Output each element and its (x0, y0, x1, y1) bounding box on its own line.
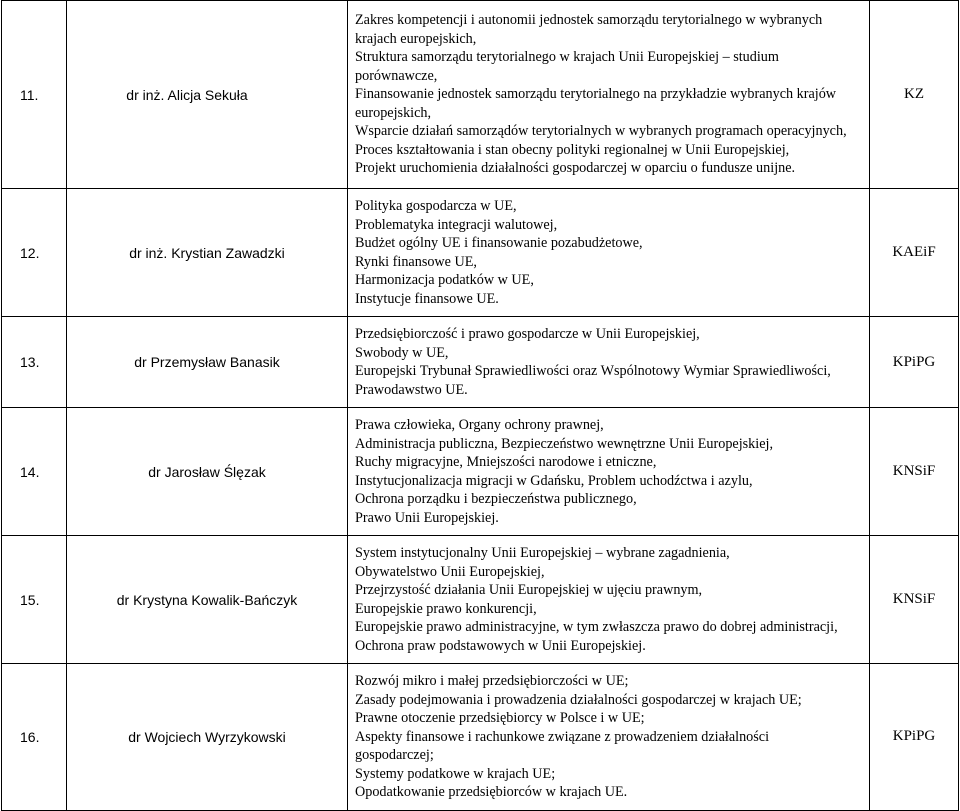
topic-line: Aspekty finansowe i rachunkowe związane z prowadzeniem działalności (355, 728, 770, 745)
department-code: KPiPG (870, 664, 959, 811)
topic-line: gospodarczej; (355, 747, 434, 763)
topic-line: Prawodawstwo UE. (355, 381, 468, 398)
topic-line: Instytucjonalizacja migracji w Gdańsku, Problem uchodźctwa i azylu, (355, 472, 753, 489)
row-number: 16. (2, 664, 67, 811)
topic-line: Obywatelstwo Unii Europejskiej, (355, 563, 545, 580)
supervisor-name: dr Jarosław Ślęzak (67, 408, 348, 536)
topic-line: Problematyka integracji walutowej, (355, 216, 558, 233)
row-number: 15. (2, 536, 67, 664)
topic-line: europejskich, (355, 104, 432, 121)
topic-line: Przedsiębiorczość i prawo gospodarcze w Unii Europejskiej, (355, 326, 700, 342)
supervisor-name: dr inż. Alicja Sekuła (67, 1, 348, 189)
topic-line: Systemy podatkowe w krajach UE; (355, 765, 556, 782)
topic-line: Europejski Trybunał Sprawiedliwości oraz Wspólnotowy Wymiar Sprawiedliwości, (355, 363, 831, 379)
table-row (2, 189, 959, 317)
topic-line: Rozwój mikro i małej przedsiębiorczości w UE; (355, 673, 629, 689)
topic-line: Finansowanie jednostek samorządu terytorialnego na przykładzie wybranych krajów (355, 86, 837, 103)
supervisor-name: dr Krystyna Kowalik-Bańczyk (67, 536, 348, 664)
table-row (2, 317, 959, 408)
topic-line: Wsparcie działań samorządów terytorialnych w wybranych programach operacyjnych, (355, 123, 847, 140)
table-row (2, 664, 959, 811)
topic-line: System instytucjonalny Unii Europejskiej – wybrane zagadnienia, (355, 545, 730, 561)
topic-line: Budżet ogólny UE i finansowanie pozabudżetowe, (355, 235, 643, 251)
department-code: KPiPG (870, 317, 959, 408)
topic-line: Prawo Unii Europejskiej. (355, 509, 499, 526)
department-code: KZ (870, 1, 959, 189)
topic-line: Swobody w UE, (355, 344, 449, 361)
topic-line: Ochrona porządku i bezpieczeństwa publicznego, (355, 491, 637, 507)
supervisor-name: dr Przemysław Banasik (67, 317, 348, 408)
department-code: KNSiF (870, 408, 959, 536)
topics-list (348, 408, 870, 536)
table-row (2, 1, 959, 189)
department-code: KNSiF (870, 536, 959, 664)
topic-line: Prawa człowieka, Organy ochrony prawnej, (355, 417, 604, 433)
topic-line: porównawcze, (355, 67, 438, 84)
topic-line: Proces kształtowania i stan obecny polityki regionalnej w Unii Europejskiej, (355, 141, 790, 158)
row-number: 14. (2, 408, 67, 536)
topic-line: Opodatkowanie przedsiębiorców w krajach UE. (355, 784, 628, 800)
row-number: 13. (2, 317, 67, 408)
topic-line: Projekt uruchomienia działalności gospodarczej w oparciu o fundusze unijne. (355, 160, 796, 177)
topic-line: krajach europejskich, (355, 30, 477, 47)
topic-line: Zakres kompetencji i autonomii jednostek samorządu terytorialnego w wybranych (355, 12, 823, 29)
supervisor-name: dr inż. Krystian Zawadzki (67, 189, 348, 317)
topic-line: Administracja publiczna, Bezpieczeństwo wewnętrzne Unii Europejskiej, (355, 435, 773, 452)
topic-line: Europejskie prawo konkurencji, (355, 600, 537, 617)
table-row (2, 408, 959, 536)
topic-line: Ruchy migracyjne, Mniejszości narodowe i etniczne, (355, 454, 657, 470)
topic-line: Harmonizacja podatków w UE, (355, 272, 534, 288)
topics-list (348, 189, 870, 317)
supervisor-name: dr Wojciech Wyrzykowski (67, 664, 348, 811)
topic-line: Rynki finansowe UE, (355, 253, 477, 270)
department-code: KAEiF (870, 189, 959, 317)
topics-list (348, 664, 870, 811)
topic-line: Prawne otoczenie przedsiębiorcy w Polsce i w UE; (355, 710, 645, 726)
topics-list (348, 317, 870, 408)
table-row (2, 536, 959, 664)
topics-list (348, 1, 870, 189)
topic-line: Ochrona praw podstawowych w Unii Europejskiej. (355, 637, 646, 654)
topic-line: Zasady podejmowania i prowadzenia działalności gospodarczej w krajach UE; (355, 691, 802, 708)
topic-line: Struktura samorządu terytorialnego w krajach Unii Europejskiej – studium (355, 49, 779, 66)
topic-line: Przejrzystość działania Unii Europejskiej w ujęciu prawnym, (355, 582, 703, 598)
topic-line: Europejskie prawo administracyjne, w tym zwłaszcza prawo do dobrej administracji, (355, 619, 838, 635)
topic-line: Polityka gospodarcza w UE, (355, 198, 517, 214)
row-number: 12. (2, 189, 67, 317)
topic-line: Instytucje finansowe UE. (355, 290, 499, 307)
row-number: 11. (2, 1, 67, 189)
supervisors-table (1, 0, 959, 811)
topics-list (348, 536, 870, 664)
